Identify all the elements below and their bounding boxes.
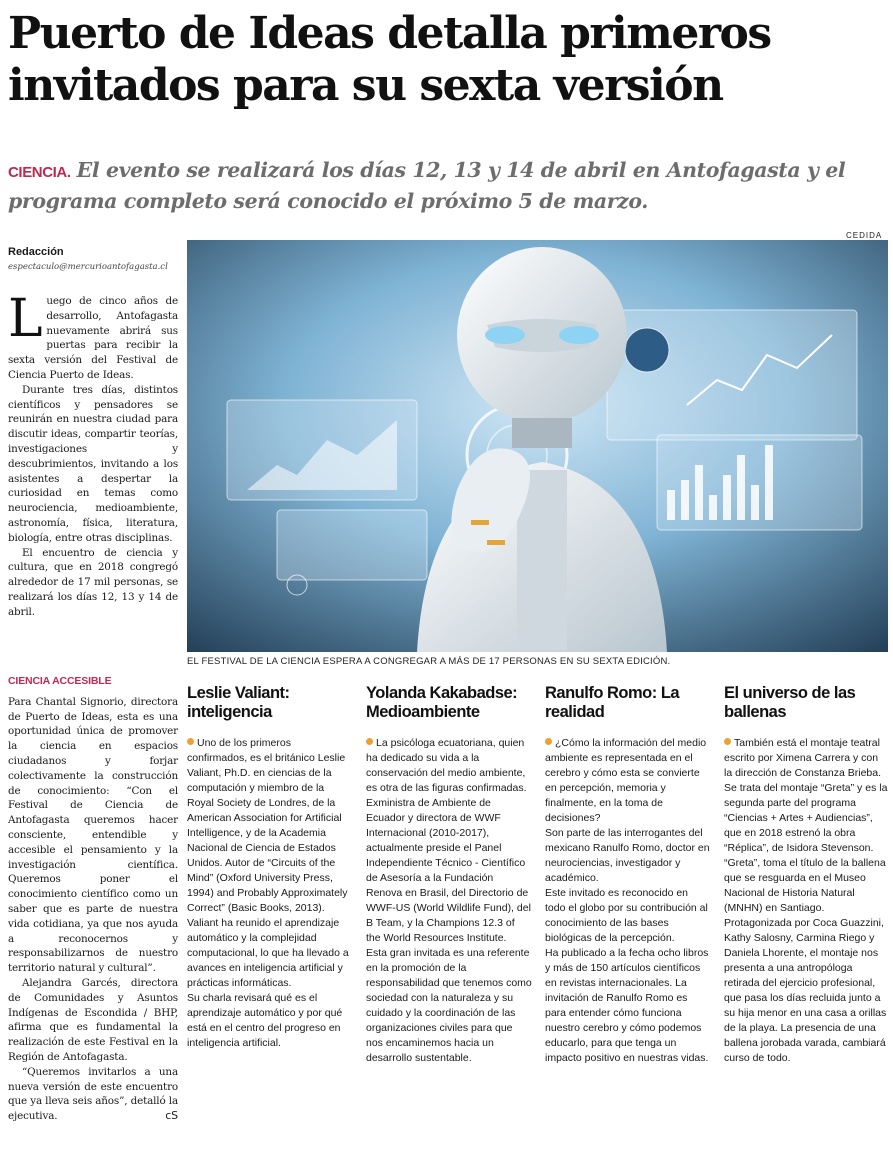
bullet-dot-icon [545,738,552,745]
byline [8,246,178,272]
lead-paragraph [8,289,178,383]
section-kicker: CIENCIA. [8,164,71,181]
sidebar-paragraph: Valiant ha reunido el aprendizaje automático y la complejidad computacional, lo que ha llevado a avances en inteligencia artificial y prácticas informáticas. [187,917,349,989]
sidebar-ballenas [724,684,888,1066]
drop-cap: L [8,289,43,349]
paragraph-6 [8,1065,178,1124]
sidebar-paragraph [366,736,532,946]
robot-photo [187,240,888,652]
robot-illustration [187,240,888,652]
paragraph-5: Alejandra Garcés, directora de Comunidades y Asuntos Indígenas de Escondida / BHP, afirma que es fundamental la realización de este Festival en la Región de Antofagasta. [8,976,178,1063]
paragraph-2: Durante tres días, distintos científicos y pensadores se reunirán en nuestra ciudad para discutir ideas, compartir teorías, investigaciones y descubrimientos, invitando a los asistentes a despertar la curiosidad en temas como neurociencia, medioambiente, astronomía, física, literatura, biología, entre otras disciplinas. [8,383,178,544]
photo-caption: EL FESTIVAL DE LA CIENCIA ESPERA A CONGREGAR A MÁS DE 17 PERSONAS EN SU SEXTA EDICIÓN. [187,656,671,667]
headline: Puerto de Ideas detalla primeros invitados para su sexta versión [8,8,771,111]
sidebar-paragraph: Su charla revisará qué es el aprendizaje automático y por qué está en el centro del progreso en inteligencia artificial. [187,992,343,1049]
sidebar-valiant [187,684,353,1051]
lead-text: uego de cinco años de desarrollo, Antofagasta nuevamente abrirá sus puertas para recibir la sexta versión del Festival de Ciencia Puerto de Ideas. [8,295,178,381]
article-continuation [8,674,178,1124]
sidebar-kakabadse [366,684,532,1066]
sidebar-paragraph: Esta gran invitada es una referente en la promoción de la responsabilidad que tenemos como sociedad con la naturaleza y su cuidado y la coordinación de las organizaciones civiles para que nos encaminemos hacia un desarrollo sustentable. [366,947,532,1064]
byline-name: Redacción [8,246,64,258]
sidebar-paragraph [724,736,888,1066]
sidebar-paragraph: Son parte de las interrogantes del mexicano Ranulfo Romo, doctor en neurociencias, investigador y académico. [545,827,710,884]
sidebar-title: Yolanda Kakabadse: Medioambiente [366,684,518,721]
bullet-dot-icon [187,738,194,745]
sidebar-title: Leslie Valiant: inteligencia [187,684,290,721]
end-mark: cS [165,1109,178,1123]
sidebar-paragraph [545,736,711,826]
deck-text: El evento se realizará los días 12, 13 y 14 de abril en Antofagasta y el programa completo será conocido el próximo 5 de marzo. [8,158,846,213]
sidebar-text: ¿Cómo la información del medio ambiente es representada en el cerebro y cómo esta se convierte en percepción, memoria y finalmente, en la toma de decisiones? [545,737,707,824]
paragraph-4: Para Chantal Signorio, directora de Puerto de Ideas, esta es una oportunidad única de promover la ciencia en espacios ciudadanos y forjar colectivamente la construcción de conocimiento: “Con el Festival de Ciencia de Antofagasta queremos hacer consciente, entendible y accesible el pensamiento y la investigación científica. Queremos poner el conocimiento científico como un saber que es parte de nuestra vida cotidiana, ya que nos ayuda a reconocernos y responsabilizarnos de nuestro territorio natural y cultural”. [8,695,178,975]
sidebar-paragraph: Este invitado es reconocido en todo el globo por su contribución al conocimiento de las bases biológicas de la percepción. [545,887,708,944]
sidebar-text: También está el montaje teatral escrito por Ximena Carrera y con la dirección de Constanza Brieba. Se trata del montaje “Greta” y es la segunda parte del programa “Ciencias + Artes + Audiencias”, que en 2018 estrenó la obra “Réplica”, de Isidora Stevenson. “Greta”, toma el título de la ballena que se resguarda en el Museo Nacional de Historia Natural (MNHN) en Santiago. Protagonizada por Coca Guazzini, Kathy Salosny, Carmina Riego y Daniela Lhorente, el montaje nos presenta a una antropóloga retirada del ejercicio profesional, que pasa los días recluida junto a su hija menor en una casa a orillas de la playa. La presencia de una ballena jorobada varada, cambiará curso de todo. [724,737,888,1064]
sidebar-title: Ranulfo Romo: La realidad [545,684,680,721]
byline-email: espectaculo@mercurioantofagasta.cl [8,262,168,272]
sidebar-text: Uno de los primeros confirmados, es el británico Leslie Valiant, Ph.D. en ciencias de la computación y miembro de la Royal Society de Londres, de la American Association for Artificial Intelligence, y de la Academia Nacional de Ciencia de Estados Unidos. Autor de “Circuits of the Mind” (Oxford University Press, 1994) and Probably Approximately Correct” (Basic Books, 2013). [187,737,348,914]
sidebar-text: La psicóloga ecuatoriana, quien ha dedicado su vida a la conservación del medio ambiente, es otra de las figuras confirmadas. Exministra de Ambiente de Ecuador y directora de WWF Internacional (2010-2017), actualmente preside el Panel Independiente Técnico - Científico de Asesoría a la Fundación Renova en Brasil, del Directorio de WWF-US (World Wildlife Fund), del B Team, y la Champions 12.3 of the World Resources Institute. [366,737,531,944]
sidebar-title: El universo de las ballenas [724,684,856,721]
sidebar-paragraph [187,736,353,916]
bullet-dot-icon [366,738,373,745]
paragraph-3: El encuentro de ciencia y cultura, que en 2018 congregó alrededor de 17 mil personas, se realizará los días 12, 13 y 14 de abril. [8,546,178,618]
sidebar-romo [545,684,711,1066]
photo-credit: CEDIDA [846,231,883,240]
deck [8,156,888,215]
subhead: CIENCIA ACCESIBLE [8,675,112,687]
bullet-dot-icon [724,738,731,745]
paragraph-6-text: “Queremos invitarlos a una nueva versión de este encuentro que ya lleva seis años”, detalló la ejecutiva. [8,1065,178,1123]
article-lead [8,289,178,620]
sidebar-paragraph: Ha publicado a la fecha ocho libros y más de 150 artículos científicos en revistas internacionales. La invitación de Ranulfo Romo es para entender cómo funciona nuestro cerebro y cómo podemos educarlo, para que tenga un impacto positivo en nuestras vidas. [545,947,709,1064]
